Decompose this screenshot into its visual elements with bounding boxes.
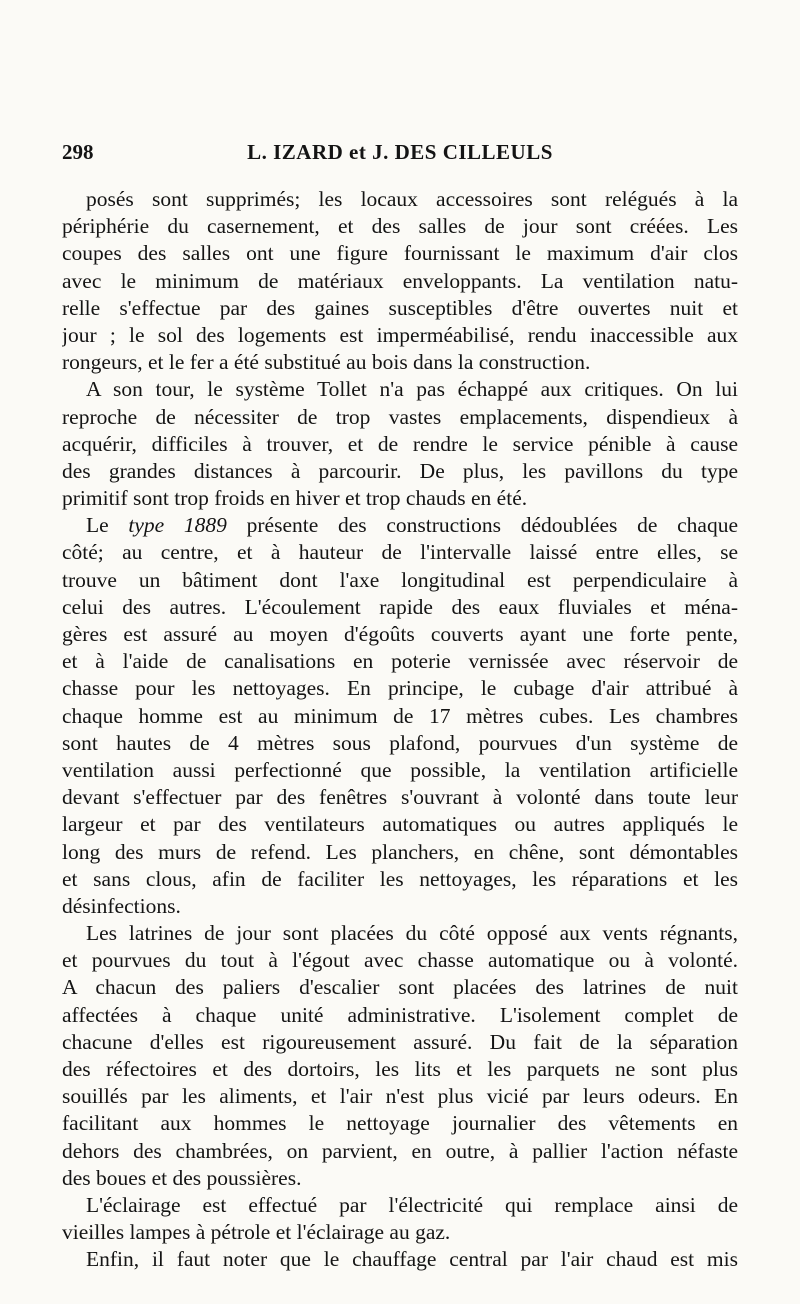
text-line: primitif sont trop froids en hiver et trop chauds en été.: [62, 486, 528, 511]
text-run: présente des constructions dédoublées de chaque: [226, 513, 738, 538]
text-line: [62, 512, 738, 539]
paragraph: [62, 512, 738, 920]
text-line: facilitant aux hommes le nettoyage journalier des vêtements en: [62, 1111, 738, 1136]
emphasized-text: type 1889: [128, 513, 227, 538]
text-line: vieilles lampes à pétrole et l'éclairage au gaz.: [62, 1220, 451, 1245]
text-line: ventilation aussi perfectionné que possible, la ventilation artificielle: [62, 757, 738, 782]
text-line: coupes des salles ont une figure fournissant le maximum d'air clos: [62, 241, 738, 266]
text-line: largeur et par des ventilateurs automatiques ou autres appliqués le: [62, 812, 738, 837]
paragraph: [62, 1192, 738, 1246]
text-line: celui des autres. L'écoulement rapide des eaux fluviales et ména-: [62, 594, 738, 619]
text-line: A son tour, le système Tollet n'a pas échappé aux critiques. On lui: [86, 377, 738, 402]
text-line: Enfin, il faut noter que le chauffage central par l'air chaud est mis: [86, 1247, 738, 1272]
text-line: dehors des chambrées, on parvient, en outre, à pallier l'action néfaste: [62, 1138, 738, 1163]
running-title: L. IZARD et J. DES CILLEULS: [247, 140, 553, 164]
text-line: chaque homme est au minimum de 17 mètres cubes. Les chambres: [62, 703, 738, 728]
paragraph: [62, 1246, 738, 1273]
text-line: des grandes distances à parcourir. De plus, les pavillons du type: [62, 458, 738, 483]
text-line: L'éclairage est effectué par l'électricité qui remplace ainsi de: [86, 1192, 738, 1217]
text-run: Le: [86, 513, 129, 538]
text-line: posés sont supprimés; les locaux accessoires sont relégués à la: [86, 187, 738, 211]
text-line: chacune d'elles est rigoureusement assuré. Du fait de la séparation: [62, 1029, 738, 1054]
page-number: 298: [62, 140, 94, 164]
text-line: acquérir, difficiles à trouver, et de rendre le service pénible à cause: [62, 431, 738, 456]
text-line: Les latrines de jour sont placées du côté opposé aux vents régnants,: [86, 921, 738, 946]
text-line: côté; au centre, et à hauteur de l'intervalle laissé entre elles, se: [62, 540, 738, 565]
text-line: relle s'effectue par des gaines susceptibles d'être ouvertes nuit et: [62, 295, 738, 320]
text-line: long des murs de refend. Les planchers, en chêne, sont démontables: [62, 839, 738, 864]
text-line: des boues et des poussières.: [62, 1165, 302, 1190]
text-line: périphérie du casernement, et des salles de jour sont créées. Les: [62, 214, 738, 239]
body-text: [62, 186, 738, 1274]
text-line: des réfectoires et des dortoirs, les lits et les parquets ne sont plus: [62, 1057, 738, 1081]
page-header: [62, 140, 738, 170]
text-line: chasse pour les nettoyages. En principe, le cubage d'air attribué à: [62, 676, 738, 701]
text-line: avec le minimum de matériaux enveloppants. La ventilation natu-: [62, 268, 738, 293]
text-line: désinfections.: [62, 893, 181, 918]
text-line: et à l'aide de canalisations en poterie vernissée avec réservoir de: [62, 649, 738, 674]
text-line: A chacun des paliers d'escalier sont placées des latrines de nuit: [62, 975, 738, 1000]
text-line: rongeurs, et le fer a été substitué au bois dans la construction.: [62, 350, 591, 375]
text-line: sont hautes de 4 mètres sous plafond, pourvues d'un système de: [62, 730, 738, 755]
text-line: affectées à chaque unité administrative. L'isolement complet de: [62, 1002, 738, 1027]
text-line: trouve un bâtiment dont l'axe longitudinal est perpendiculaire à: [62, 567, 738, 592]
text-line: devant s'effectuer par des fenêtres s'ouvrant à volonté dans toute leur: [62, 785, 738, 810]
text-line: et pourvues du tout à l'égout avec chasse automatique ou à volonté.: [62, 948, 738, 973]
text-line: reproche de nécessiter de trop vastes emplacements, dispendieux à: [62, 404, 738, 429]
text-line: gères est assuré au moyen d'égoûts couverts ayant une forte pente,: [62, 622, 738, 646]
text-line: et sans clous, afin de faciliter les nettoyages, les réparations et les: [62, 866, 738, 891]
paragraph: [62, 920, 738, 1192]
paragraph: [62, 376, 738, 512]
text-line: souillés par les aliments, et l'air n'est plus vicié par leurs odeurs. En: [62, 1084, 738, 1109]
text-line: jour ; le sol des logements est imperméabilisé, rendu inaccessible aux: [62, 322, 738, 347]
paragraph: [62, 186, 738, 376]
